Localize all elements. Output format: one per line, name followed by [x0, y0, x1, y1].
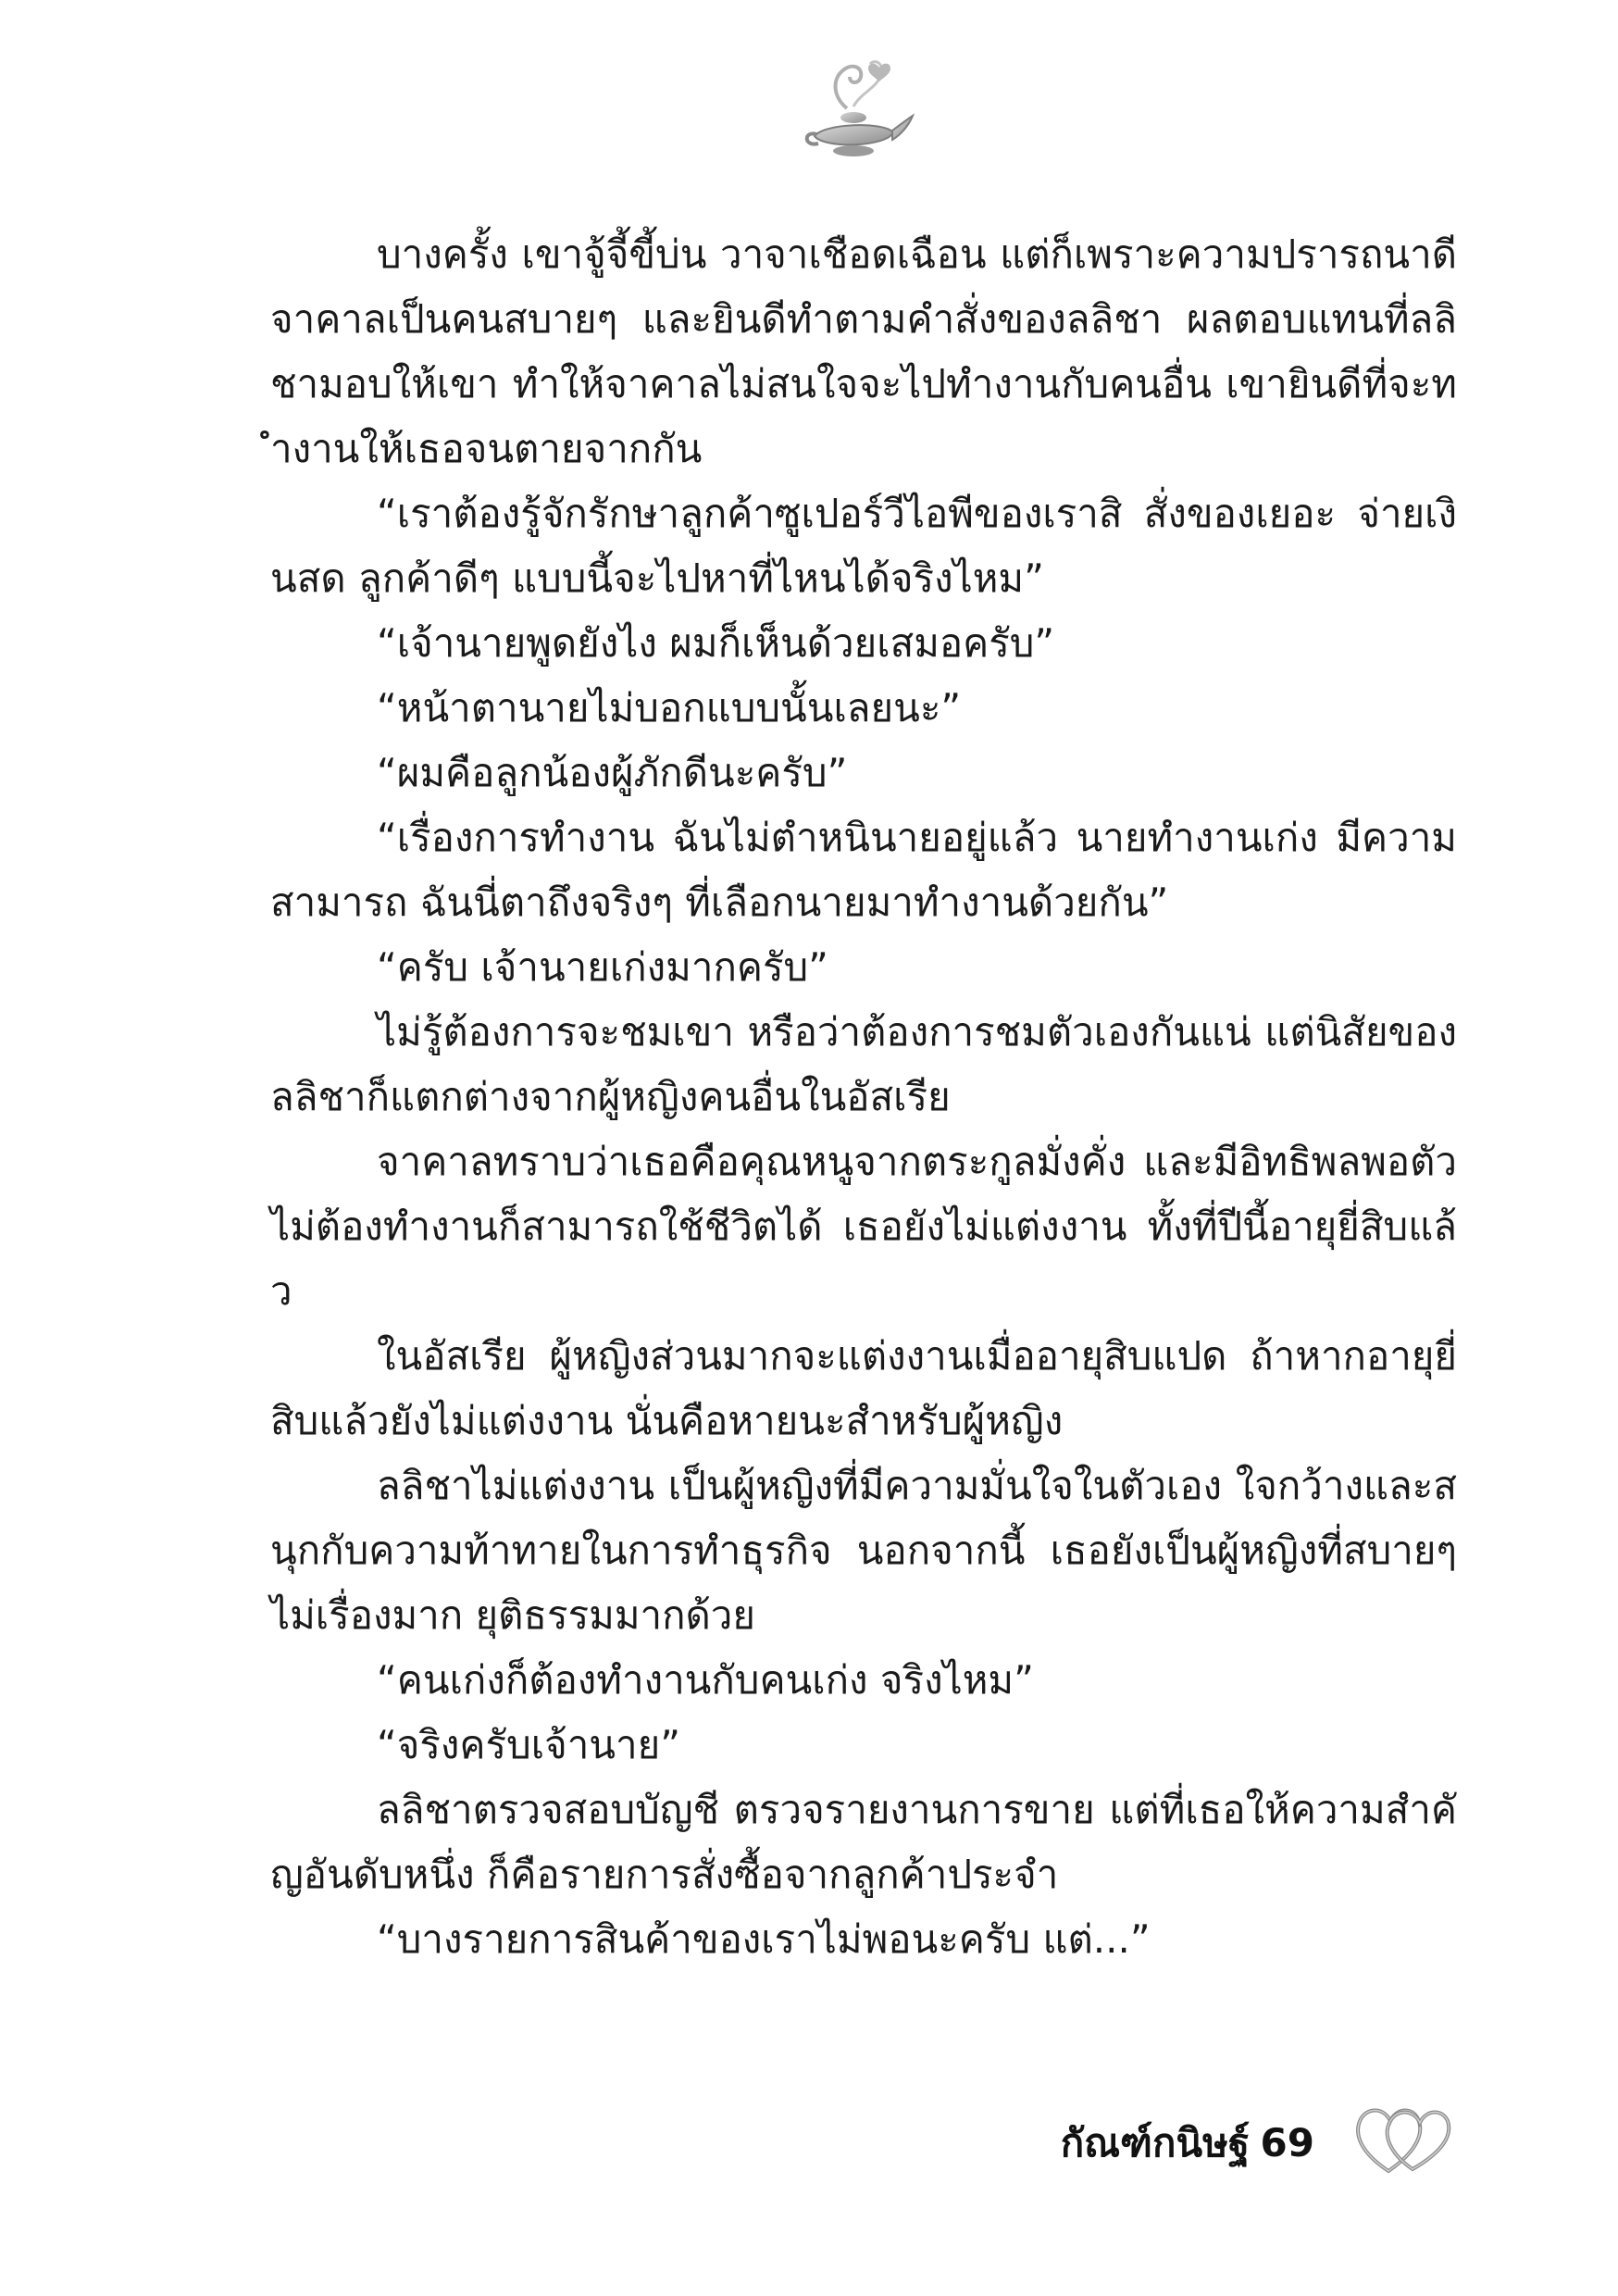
book-title: กัณฑ์กนิษฐ์ [1060, 2120, 1250, 2165]
paragraph: “เราต้องรู้จักรักษาลูกค้าซูเปอร์วีไอพีของเราสิ สั่งของเยอะ จ่ายเงินสด ลูกค้าดีๆ แบบนี้จะไปหาที่ไหนได้จริงไหม” [270, 491, 1457, 601]
genie-lamp-icon [796, 51, 916, 167]
paragraph: ในอัสเรีย ผู้หญิงส่วนมากจะแต่งงานเมื่ออายุสิบแปด ถ้าหากอายุยี่สิบแล้วยังไม่แต่งงาน นั่นคือหายนะสำหรับผู้หญิง [270, 1333, 1457, 1443]
paragraph: “คนเก่งก็ต้องทำงานกับคนเก่ง จริงไหม” [377, 1657, 1034, 1703]
paragraph: “จริงครับเจ้านาย” [377, 1722, 680, 1767]
paragraph: “ผมคือลูกน้องผู้ภักดีนะครับ” [377, 750, 848, 795]
paragraph: ไม่รู้ต้องการจะชมเขา หรือว่าต้องการชมตัวเองกันแน่ แต่นิสัยของลลิชาก็แตกต่างจากผู้หญิงคนอื่นในอัสเรีย [270, 1009, 1457, 1119]
paragraph: จาคาลทราบว่าเธอคือคุณหนูจากตระกูลมั่งคั่ง และมีอิทธิพลพอตัว ไม่ต้องทำงานก็สามารถใช้ชีวิตได้ เธอยังไม่แต่งงาน ทั้งที่ปีนี้อายุยี่สิบแล้ว [270, 1139, 1457, 1314]
page-number: 69 [1260, 2120, 1314, 2165]
hearts-icon [1351, 2097, 1453, 2180]
paragraph: “หน้าตานายไม่บอกแบบนั้นเลยนะ” [377, 685, 962, 730]
paragraph: “เรื่องการทำงาน ฉันไม่ตำหนินายอยู่แล้ว นายทำงานเก่ง มีความสามารถ ฉันนี่ตาถึงจริงๆ ที่เลือกนายมาทำงานด้วยกัน” [270, 815, 1457, 925]
paragraph: “บางรายการสินค้าของเราไม่พอนะครับ แต่...” [377, 1916, 1151, 1962]
paragraph: “ครับ เจ้านายเก่งมากครับ” [377, 944, 828, 990]
paragraph: บางครั้ง เขาจู้จี้ขี้บ่น วาจาเชือดเฉือน แต่ก็เพราะความปรารถนาดี จาคาลเป็นคนสบายๆ และยินดีทำตามคำสั่งของลลิชา ผลตอบแทนที่ลลิชามอบให้เขา ทำให้จาคาลไม่สนใจจะไปทำงานกับคนอื่น เขายินดีที่จะทำงานให้เธอจนตายจากกัน [270, 231, 1457, 471]
body-text [270, 222, 1457, 1972]
page-footer [926, 2097, 1481, 2190]
paragraph: “เจ้านายพูดยังไง ผมก็เห็นด้วยเสมอครับ” [377, 620, 1055, 666]
paragraph: ลลิชาไม่แต่งงาน เป็นผู้หญิงที่มีความมั่นใจในตัวเอง ใจกว้างและสนุกกับความท้าทายในการทำธุรกิจ นอกจากนี้ เธอยังเป็นผู้หญิงที่สบายๆ ไม่เรื่องมาก ยุติธรรมมากด้วย [270, 1463, 1457, 1638]
paragraph: ลลิชาตรวจสอบบัญชี ตรวจรายงานการขาย แต่ที่เธอให้ความสำคัญอันดับหนึ่ง ก็คือรายการสั่งซื้อจากลูกค้าประจำ [270, 1787, 1457, 1897]
